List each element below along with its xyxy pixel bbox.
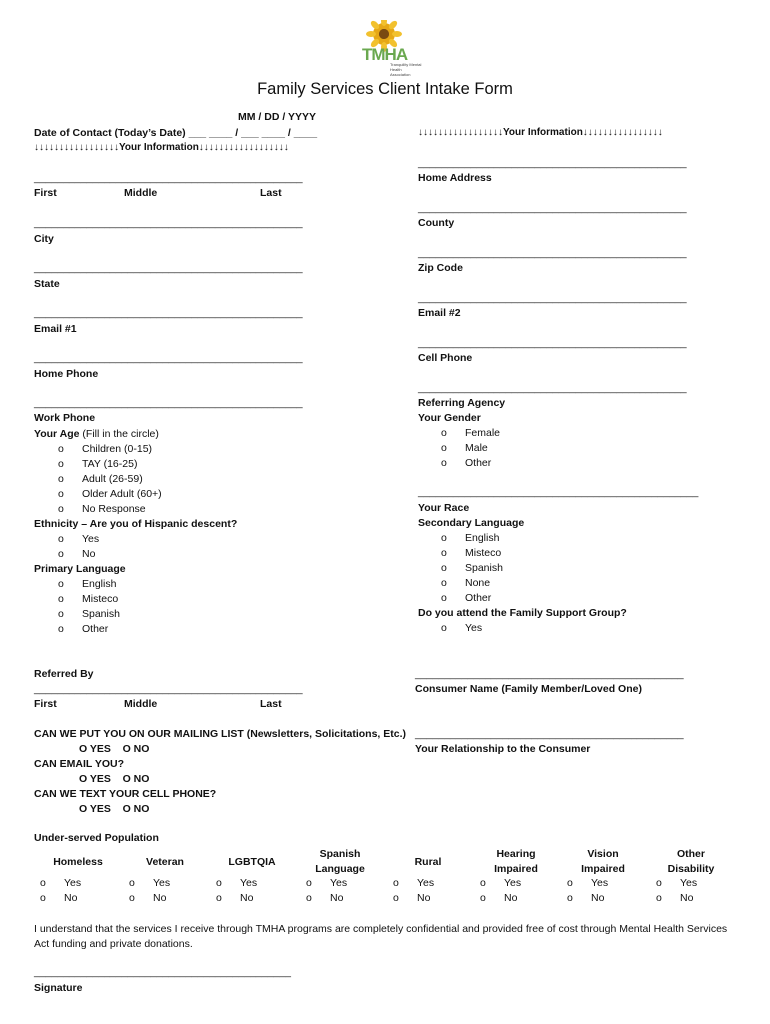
- age-option[interactable]: [58, 458, 137, 470]
- underserved-option-label: No: [591, 892, 605, 904]
- underserved-option[interactable]: [393, 877, 434, 889]
- support-group-label: Do you attend the Family Support Group?: [418, 607, 627, 619]
- secondary-language-label: Secondary Language: [418, 517, 525, 529]
- radio-circle-icon[interactable]: o: [129, 877, 135, 889]
- home-phone-line[interactable]: ______________________________________________: [34, 352, 303, 364]
- age-label: Your Age: [34, 428, 80, 440]
- work-phone-line[interactable]: ______________________________________________: [34, 397, 303, 409]
- underserved-option[interactable]: [393, 892, 430, 904]
- ethnicity-option-label: No: [82, 548, 96, 560]
- age-option-label: TAY (16-25): [82, 458, 138, 470]
- referring-agency-label: Referring Agency: [418, 397, 506, 409]
- radio-circle-icon[interactable]: o: [58, 593, 64, 605]
- underserved-option-label: Yes: [64, 877, 82, 889]
- primary-language-option[interactable]: [58, 578, 116, 590]
- underserved-header-text: Disability: [667, 863, 715, 875]
- radio-circle-icon[interactable]: o: [40, 892, 46, 904]
- age-option[interactable]: [58, 473, 143, 485]
- secondary-language-option-label: None: [465, 577, 491, 589]
- underserved-option[interactable]: [216, 892, 253, 904]
- secondary-language-option-label: Spanish: [465, 562, 503, 574]
- age-option[interactable]: [58, 443, 152, 455]
- radio-circle-icon[interactable]: o: [58, 608, 64, 620]
- radio-circle-icon[interactable]: o: [441, 457, 447, 469]
- underserved-option-label: No: [153, 892, 167, 904]
- underserved-header: [38, 855, 118, 870]
- age-option-label: No Response: [82, 503, 146, 515]
- relationship-line[interactable]: ______________________________________________: [415, 728, 684, 740]
- underserved-header-text: Veteran: [146, 856, 184, 868]
- tmha-logo: [360, 20, 420, 78]
- state-line[interactable]: ______________________________________________: [34, 262, 303, 274]
- last-label: Last: [260, 187, 282, 199]
- radio-circle-icon[interactable]: o: [656, 892, 662, 904]
- zip-line[interactable]: ______________________________________________: [418, 247, 687, 259]
- underserved-header-text: Impaired: [494, 863, 538, 875]
- underserved-option-label: Yes: [504, 877, 522, 889]
- underserved-header-text: Impaired: [581, 863, 625, 875]
- radio-circle-icon[interactable]: o: [58, 488, 64, 500]
- primary-language-option[interactable]: [58, 623, 108, 635]
- first-label: First: [34, 187, 57, 199]
- text-no-option[interactable]: O NO: [122, 803, 150, 815]
- underserved-option[interactable]: [129, 892, 166, 904]
- radio-circle-icon[interactable]: o: [58, 578, 64, 590]
- underserved-option-label: No: [240, 892, 254, 904]
- support-group-option[interactable]: [441, 622, 482, 634]
- email1-line[interactable]: ______________________________________________: [34, 307, 303, 319]
- radio-circle-icon[interactable]: o: [40, 877, 46, 889]
- radio-circle-icon[interactable]: o: [216, 877, 222, 889]
- name-line[interactable]: ______________________________________________: [34, 172, 303, 184]
- underserved-header: [300, 847, 380, 877]
- date-format: MM / DD / YYYY: [238, 111, 316, 123]
- radio-circle-icon[interactable]: o: [58, 503, 64, 515]
- race-line[interactable]: ________________________________________________: [418, 486, 699, 498]
- your-info-left-text: ↓↓↓↓↓↓↓↓↓↓↓↓↓↓↓↓↓Your Information↓↓↓↓↓↓↓↓↓↓↓↓↓↓↓↓↓↓: [34, 142, 289, 153]
- underserved-option[interactable]: [480, 877, 521, 889]
- ethnicity-option[interactable]: [58, 533, 99, 545]
- underserved-header: [388, 855, 468, 870]
- radio-circle-icon[interactable]: o: [393, 877, 399, 889]
- secondary-language-option[interactable]: [441, 562, 503, 574]
- age-option-label: Children (0-15): [82, 443, 153, 455]
- radio-circle-icon[interactable]: o: [216, 892, 222, 904]
- radio-circle-icon[interactable]: o: [441, 532, 447, 544]
- radio-circle-icon[interactable]: o: [441, 562, 447, 574]
- cell-phone-line[interactable]: ______________________________________________: [418, 337, 687, 349]
- underserved-option-label: Yes: [330, 877, 348, 889]
- underserved-option-label: Yes: [680, 877, 698, 889]
- primary-language-option-label: Other: [82, 623, 109, 635]
- underserved-header: [125, 855, 205, 870]
- radio-circle-icon[interactable]: o: [58, 533, 64, 545]
- radio-circle-icon[interactable]: o: [306, 892, 312, 904]
- work-phone-label: Work Phone: [34, 412, 96, 424]
- text-answers: [79, 803, 149, 815]
- text-question: CAN WE TEXT YOUR CELL PHONE?: [34, 788, 217, 800]
- gender-option[interactable]: [441, 457, 491, 469]
- secondary-language-option-label: English: [465, 532, 500, 544]
- radio-circle-icon[interactable]: o: [58, 548, 64, 560]
- gender-label: Your Gender: [418, 412, 481, 424]
- home-phone-label: Home Phone: [34, 368, 99, 380]
- gender-option[interactable]: [441, 442, 488, 454]
- primary-language-option-label: Spanish: [82, 608, 120, 620]
- your-info-right: [418, 127, 663, 138]
- underserved-header: [651, 847, 731, 877]
- underserved-option-label: No: [417, 892, 431, 904]
- underserved-header-text: Language: [315, 863, 365, 875]
- underserved-option[interactable]: [567, 892, 604, 904]
- underserved-option[interactable]: [480, 892, 517, 904]
- radio-circle-icon[interactable]: o: [58, 623, 64, 635]
- consumer-name-label: Consumer Name (Family Member/Loved One): [415, 683, 642, 695]
- page-title: Family Services Client Intake Form: [257, 80, 513, 98]
- radio-circle-icon[interactable]: o: [567, 892, 573, 904]
- race-label: Your Race: [418, 502, 470, 514]
- email1-label: Email #1: [34, 323, 77, 335]
- primary-language-option[interactable]: [58, 593, 118, 605]
- gender-option-label: Other: [465, 457, 492, 469]
- secondary-language-option[interactable]: [441, 547, 501, 559]
- email-yes-option[interactable]: O YES: [79, 773, 111, 785]
- primary-language-option-label: English: [82, 578, 117, 590]
- underserved-option[interactable]: [40, 892, 77, 904]
- radio-circle-icon[interactable]: o: [58, 443, 64, 455]
- underserved-option-label: Yes: [417, 877, 435, 889]
- middle-label: Middle: [124, 187, 158, 199]
- primary-language-option-label: Misteco: [82, 593, 119, 605]
- secondary-language-option-label: Other: [465, 592, 492, 604]
- underserved-option[interactable]: [40, 877, 81, 889]
- radio-circle-icon[interactable]: o: [58, 473, 64, 485]
- underserved-option-label: No: [504, 892, 518, 904]
- consumer-name-line[interactable]: ______________________________________________: [415, 668, 684, 680]
- mailing-list-answers: [79, 743, 149, 755]
- radio-circle-icon[interactable]: o: [393, 892, 399, 904]
- disclaimer-text: I understand that the services I receive through TMHA programs are completely confidential and provided free of cost through Mental Health Services Act funding and private donations.: [34, 923, 728, 950]
- underserved-header-text: Other: [676, 848, 705, 860]
- signature-label: Signature: [34, 982, 83, 994]
- city-line[interactable]: ______________________________________________: [34, 217, 303, 229]
- your-info-left: [34, 142, 289, 153]
- logo-subtext: Tranquility Mental Health Association: [390, 62, 422, 77]
- underserved-option[interactable]: [129, 877, 170, 889]
- state-label: State: [34, 278, 60, 290]
- radio-circle-icon[interactable]: o: [441, 622, 447, 634]
- mailing-yes-option[interactable]: O YES: [79, 743, 111, 755]
- secondary-language-option[interactable]: [441, 592, 491, 604]
- underserved-header-text: LGBTQIA: [228, 856, 276, 868]
- underserved-option-label: Yes: [153, 877, 171, 889]
- ethnicity-option[interactable]: [58, 548, 95, 560]
- email2-label: Email #2: [418, 307, 461, 319]
- radio-circle-icon[interactable]: o: [656, 877, 662, 889]
- age-option[interactable]: [58, 503, 146, 515]
- email-no-option[interactable]: O NO: [122, 773, 150, 785]
- underserved-header: [212, 855, 292, 870]
- referred-by-line[interactable]: ______________________________________________: [34, 683, 303, 695]
- gender-option-label: Male: [465, 442, 488, 454]
- primary-language-label: Primary Language: [34, 563, 126, 575]
- underserved-label: Under-served Population: [34, 832, 159, 844]
- underserved-option[interactable]: [306, 892, 343, 904]
- home-address-label: Home Address: [418, 172, 492, 184]
- underserved-option-label: Yes: [240, 877, 258, 889]
- gender-option-label: Female: [465, 427, 501, 439]
- radio-circle-icon[interactable]: o: [441, 592, 447, 604]
- ethnicity-option-label: Yes: [82, 533, 100, 545]
- underserved-option-label: No: [680, 892, 694, 904]
- mailing-no-option[interactable]: O NO: [122, 743, 150, 755]
- radio-circle-icon[interactable]: o: [480, 877, 486, 889]
- referred-last-label: Last: [260, 698, 282, 710]
- email-question: CAN EMAIL YOU?: [34, 758, 125, 770]
- secondary-language-option-label: Misteco: [465, 547, 502, 559]
- radio-circle-icon[interactable]: o: [441, 547, 447, 559]
- radio-circle-icon[interactable]: o: [58, 458, 64, 470]
- underserved-header-text: Homeless: [53, 856, 103, 868]
- underserved-option-label: No: [330, 892, 344, 904]
- radio-circle-icon[interactable]: o: [441, 577, 447, 589]
- underserved-option-label: Yes: [591, 877, 609, 889]
- text-yes-option[interactable]: O YES: [79, 803, 111, 815]
- underserved-option[interactable]: [306, 877, 347, 889]
- gender-option[interactable]: [441, 427, 500, 439]
- email-answers: [79, 773, 149, 785]
- underserved-option-label: No: [64, 892, 78, 904]
- support-group-option-label: Yes: [465, 622, 483, 634]
- your-info-right-text: ↓↓↓↓↓↓↓↓↓↓↓↓↓↓↓↓↓Your Information↓↓↓↓↓↓↓↓↓↓↓↓↓↓↓↓: [418, 127, 663, 138]
- referring-agency-line[interactable]: ______________________________________________: [418, 382, 687, 394]
- underserved-option[interactable]: [656, 892, 693, 904]
- city-label: City: [34, 233, 54, 245]
- date-of-contact[interactable]: Date of Contact (Today’s Date) ___ ____ / ___ ____ / ____: [34, 127, 318, 139]
- radio-circle-icon[interactable]: o: [441, 442, 447, 454]
- age-option-label: Older Adult (60+): [82, 488, 162, 500]
- underserved-option[interactable]: [567, 877, 608, 889]
- age-question: [34, 428, 159, 440]
- logo-text: TMHA: [362, 45, 408, 64]
- referred-by-label: Referred By: [34, 668, 94, 680]
- email2-line[interactable]: ______________________________________________: [418, 292, 687, 304]
- zip-label: Zip Code: [418, 262, 463, 274]
- underserved-header: [563, 847, 643, 877]
- underserved-header-text: Hearing: [496, 848, 536, 860]
- underserved-option[interactable]: [216, 877, 257, 889]
- referred-first-label: First: [34, 698, 57, 710]
- underserved-header-text: Vision: [587, 848, 619, 860]
- cell-phone-label: Cell Phone: [418, 352, 473, 364]
- relationship-label: Your Relationship to the Consumer: [415, 743, 591, 755]
- home-address-line[interactable]: ______________________________________________: [418, 157, 687, 169]
- age-hint: (Fill in the circle): [79, 428, 159, 440]
- underserved-header-text: Rural: [414, 856, 442, 868]
- radio-circle-icon[interactable]: o: [441, 427, 447, 439]
- signature-line[interactable]: ____________________________________________: [34, 966, 291, 978]
- referred-middle-label: Middle: [124, 698, 158, 710]
- county-line[interactable]: ______________________________________________: [418, 202, 687, 214]
- underserved-option[interactable]: [656, 877, 697, 889]
- secondary-language-option[interactable]: [441, 577, 490, 589]
- mailing-list-question: CAN WE PUT YOU ON OUR MAILING LIST (Newsletters, Solicitations, Etc.): [34, 728, 407, 740]
- secondary-language-option[interactable]: [441, 532, 499, 544]
- age-option[interactable]: [58, 488, 162, 500]
- age-option-label: Adult (26-59): [82, 473, 143, 485]
- county-label: County: [418, 217, 455, 229]
- ethnicity-label: Ethnicity – Are you of Hispanic descent?: [34, 518, 238, 530]
- radio-circle-icon[interactable]: o: [567, 877, 573, 889]
- underserved-header: [476, 847, 556, 877]
- underserved-header-text: Spanish: [319, 848, 361, 860]
- primary-language-option[interactable]: [58, 608, 120, 620]
- radio-circle-icon[interactable]: o: [306, 877, 312, 889]
- radio-circle-icon[interactable]: o: [480, 892, 486, 904]
- radio-circle-icon[interactable]: o: [129, 892, 135, 904]
